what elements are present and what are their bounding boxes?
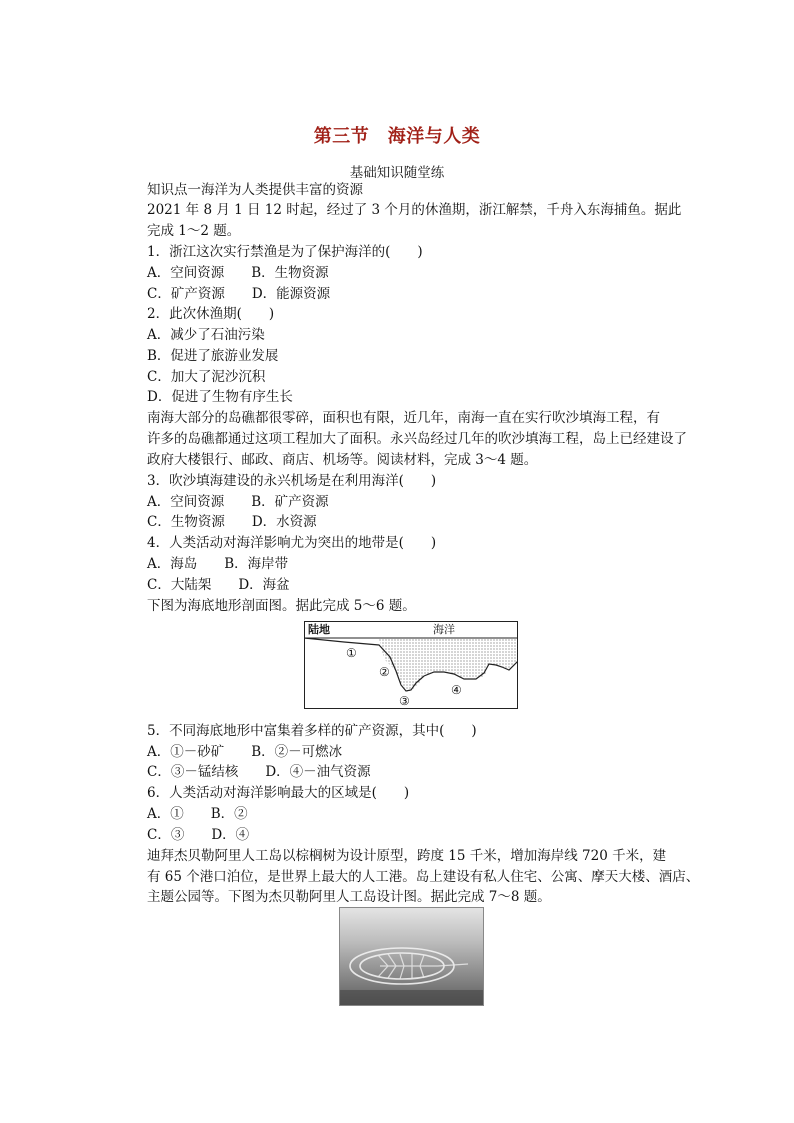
question-5-options-cd: C．③－锰结核 D．④－油气资源 [147,764,371,780]
question-1-options-ab: A．空间资源 B．生物资源 [147,265,329,281]
mark-1: ① [346,646,357,660]
question-1: 1．浙江这次实行禁渔是为了保护海洋的( ) [147,244,423,260]
question-3: 3．吹沙填海建设的永兴机场是在利用海洋( ) [147,473,437,489]
intro-passage-1-line-2: 完成 1～2 题。 [147,223,241,239]
palm-island-photo [339,907,484,1006]
land-label: 陆地 [308,623,330,636]
intro-passage-4-line-1: 迪拜杰贝勒阿里人工岛以棕榈树为设计原型，跨度 15 千米，增加海岸线 720 千米，建 [147,848,667,864]
question-4-options-cd: C．大陆架 D．海盆 [147,577,290,593]
question-3-options-ab: A．空间资源 B．矿产资源 [147,494,329,510]
question-2-option-c: C．加大了泥沙沉积 [147,369,266,385]
question-5-options-ab: A．①－砂矿 B．②－可燃冰 [147,744,343,760]
intro-passage-1-line-1: 2021 年 8 月 1 日 12 时起，经过了 3 个月的休渔期，浙江解禁，千舟入东海捕鱼。据此 [147,202,682,218]
mark-2: ② [379,665,390,679]
question-2-option-d: D．促进了生物有序生长 [147,389,293,405]
page-subtitle: 基础知识随堂练 [349,165,445,181]
question-6-options-cd: C．③ D．④ [147,827,250,843]
question-3-options-cd: C．生物资源 D．水资源 [147,514,317,530]
question-5: 5．不同海底地形中富集着多样的矿产资源，其中( ) [147,723,477,739]
intro-passage-3: 下图为海底地形剖面图。据此完成 5～6 题。 [147,598,416,614]
question-6-options-ab: A．① B．② [147,806,248,822]
question-2: 2．此次休渔期( ) [147,306,275,322]
question-4-options-ab: A．海岛 B．海岸带 [147,556,289,572]
question-4: 4．人类活动对海洋影响尤为突出的地带是( ) [147,535,437,551]
question-6: 6．人类活动对海洋影响最大的区域是( ) [147,785,410,801]
page-title: 第三节 海洋与人类 [313,126,481,147]
intro-passage-2-line-2: 许多的岛礁都通过这项工程加大了面积。永兴岛经过几年的吹沙填海工程，岛上已经建设了 [147,431,687,447]
ocean-label: 海洋 [433,623,455,636]
question-2-option-b: B．促进了旅游业发展 [147,348,279,364]
intro-passage-4-line-2: 有 65 个港口泊位，是世界上最大的人工港。岛上建设有私人住宅、公寓、摩天大楼、酒店、 [147,869,700,885]
section-heading: 知识点一海洋为人类提供丰富的资源 [147,182,363,198]
intro-passage-2-line-3: 政府大楼银行、邮政、商店、机场等。阅读材料，完成 3～4 题。 [147,452,538,468]
question-2-option-a: A．减少了石油污染 [147,327,265,343]
seafloor-profile-figure [304,621,518,709]
intro-passage-4-line-3: 主题公园等。下图为杰贝勒阿里人工岛设计图。据此完成 7～8 题。 [147,889,551,905]
intro-passage-2-line-1: 南海大部分的岛礁都很零碎，面积也有限，近几年，南海一直在实行吹沙填海工程，有 [147,410,660,426]
question-1-options-cd: C．矿产资源 D．能源资源 [147,286,331,302]
mark-3: ③ [399,694,410,708]
mark-4: ④ [451,683,462,697]
palm-island-image [340,908,483,1005]
